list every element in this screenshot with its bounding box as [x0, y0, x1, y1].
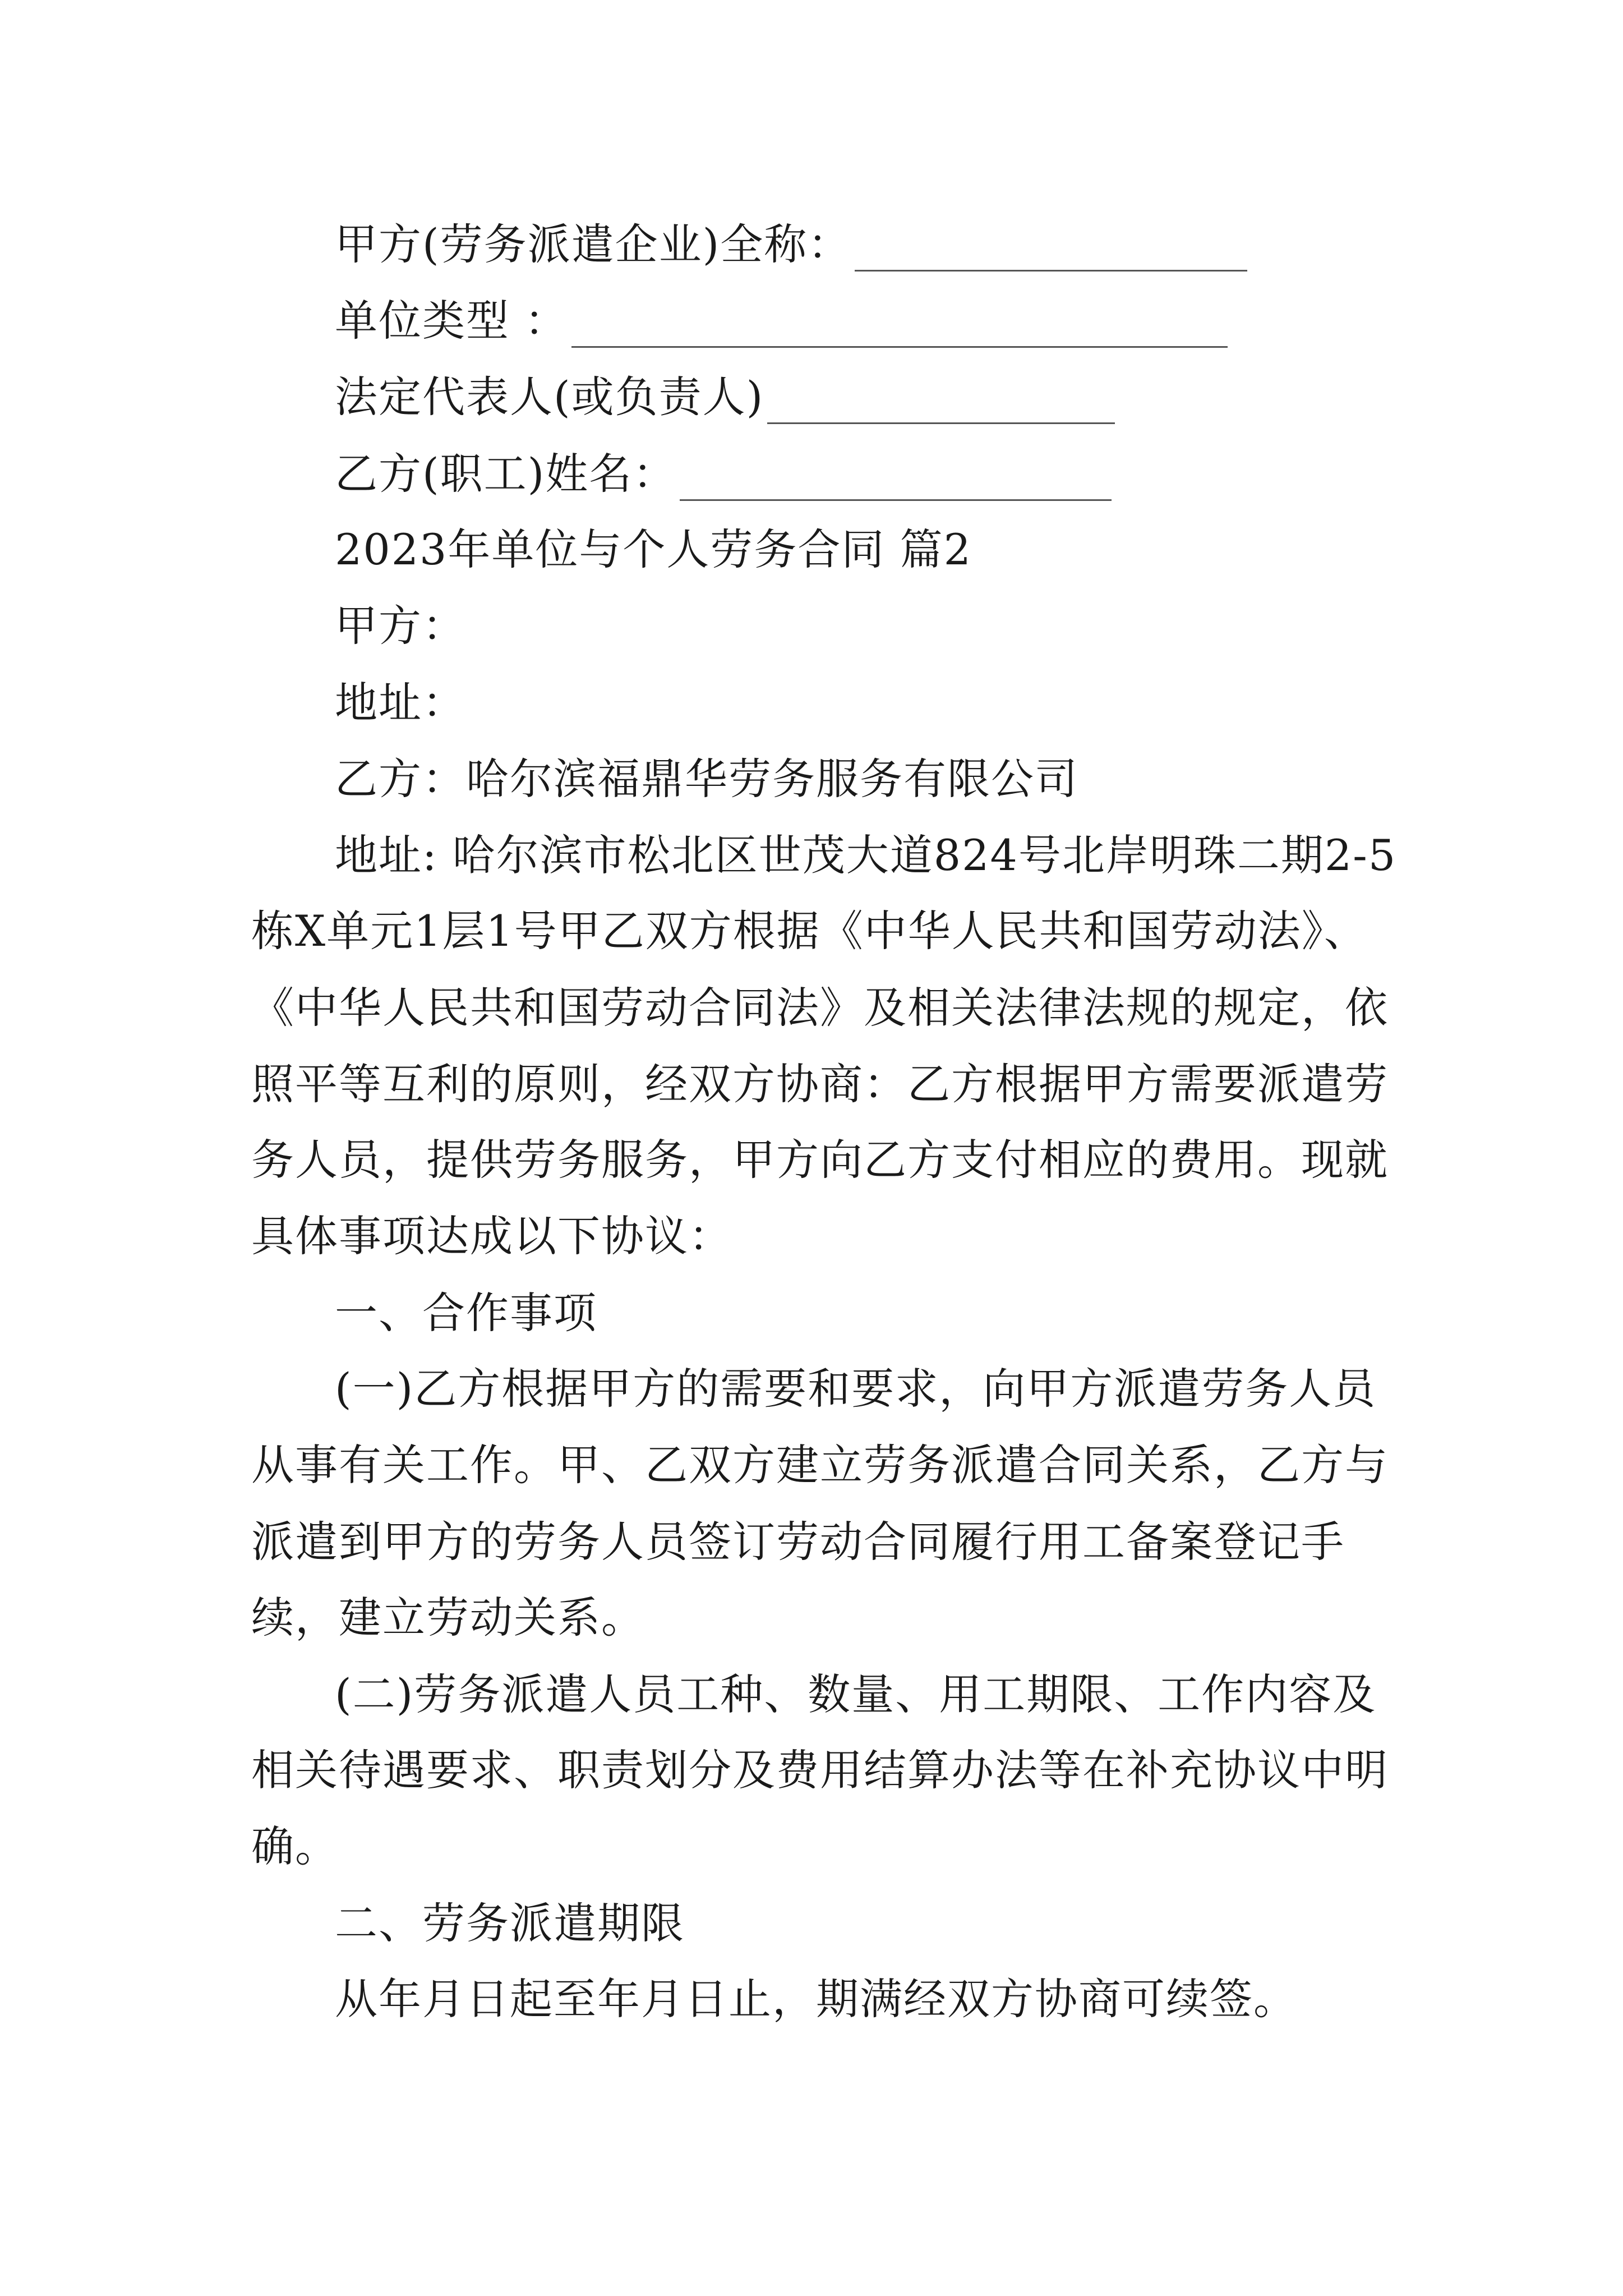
- legal-rep-blank: [767, 383, 1115, 424]
- unit-type-blank: [571, 307, 1228, 348]
- paragraph-line: (二)劳务派遣人员工种、数量、用工期限、工作内容及: [335, 1669, 1377, 1719]
- paragraph-line: 确。: [251, 1821, 339, 1871]
- paragraph-line: 续，建立劳动关系。: [251, 1593, 645, 1642]
- paragraph-line: 从事有关工作。甲、乙双方建立劳务派遣合同关系，乙方与: [251, 1440, 1389, 1490]
- paragraph-line: 照平等互利的原则，经双方协商：乙方根据甲方需要派遣劳: [251, 1059, 1389, 1109]
- address-b-line: 地址: 哈尔滨市松北区世茂大道824号北岸明珠二期2-5: [335, 830, 1397, 880]
- party-b-name-row: [335, 447, 1112, 501]
- party-b-line: 乙方：哈尔滨福鼎华劳务服务有限公司: [335, 754, 1078, 804]
- legal-rep-label: 法定代表人(或负责人): [335, 372, 764, 422]
- unit-type-row: [335, 294, 1228, 348]
- legal-rep-row: [335, 370, 1115, 424]
- paragraph-line: 《中华人民共和国劳动合同法》及相关法律法规的规定，依: [251, 983, 1389, 1033]
- party-a-label: 甲方：: [335, 601, 466, 651]
- paragraph-line: 务人员，提供劳务服务，甲方向乙方支付相应的费用。现就: [251, 1135, 1389, 1185]
- paragraph-line: 派遣到甲方的劳务人员签订劳动合同履行用工备案登记手: [251, 1517, 1345, 1567]
- party-a-fullname-label: 甲方(劳务派遣企业)全称：: [335, 219, 852, 269]
- item1-heading: 一、合作事项: [335, 1288, 597, 1338]
- party-a-fullname-row: [335, 218, 1247, 272]
- paragraph-line: 栋X单元1层1号甲乙双方根据《中华人民共和国劳动法》、: [251, 906, 1368, 956]
- paragraph-line: 具体事项达成以下协议：: [251, 1211, 732, 1261]
- party-b-name-blank: [680, 460, 1112, 501]
- address-a-label: 地址：: [335, 678, 466, 728]
- section-title: 2023年单位与个人劳务合同 篇2: [335, 524, 972, 574]
- item2-heading: 二、劳务派遣期限: [335, 1898, 685, 1948]
- party-b-name-label: 乙方(职工)姓名：: [335, 449, 677, 499]
- paragraph-line: (一)乙方根据甲方的需要和要求，向甲方派遣劳务人员: [335, 1364, 1377, 1414]
- paragraph-line: 从年月日起至年月日止，期满经双方协商可续签。: [335, 1974, 1297, 2024]
- paragraph-line: 相关待遇要求、职责划分及费用结算办法等在补充协议中明: [251, 1745, 1389, 1795]
- unit-type-label: 单位类型 ：: [335, 296, 569, 346]
- party-a-fullname-blank: [855, 231, 1247, 272]
